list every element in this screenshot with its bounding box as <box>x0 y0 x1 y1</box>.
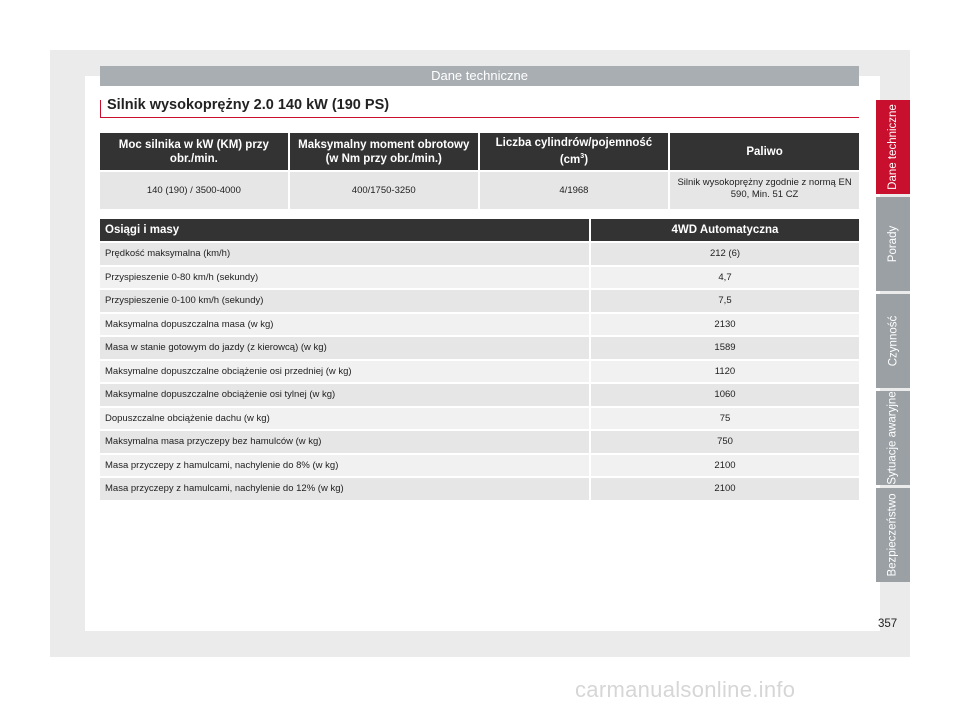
tab-porady[interactable] <box>876 197 910 291</box>
row-value: 1060 <box>591 384 859 406</box>
engine-cell-power: 140 (190) / 3500-4000 <box>100 172 288 209</box>
table-row <box>100 243 859 265</box>
table-row <box>100 455 859 477</box>
tab-label: Czynność <box>887 315 899 367</box>
performance-table-header <box>100 219 859 241</box>
row-label: Przyspieszenie 0-80 km/h (sekundy) <box>100 267 589 289</box>
row-value: 1589 <box>591 337 859 359</box>
row-label: Maksymalna masa przyczepy bez hamulców (w kg) <box>100 431 589 453</box>
table-row <box>100 337 859 359</box>
row-label: Maksymalne dopuszczalne obciążenie osi przedniej (w kg) <box>100 361 589 383</box>
tab-bezpieczenstwo[interactable] <box>876 488 910 582</box>
row-value: 2100 <box>591 478 859 500</box>
row-value: 2100 <box>591 455 859 477</box>
performance-header-label: Osiągi i masy <box>100 219 589 241</box>
engine-table <box>98 131 861 211</box>
tab-label: Sytuacje awaryjne <box>887 391 900 485</box>
page-number: 357 <box>878 618 898 630</box>
row-label: Dopuszczalne obciążenie dachu (w kg) <box>100 408 589 430</box>
row-label: Maksymalna dopuszczalna masa (w kg) <box>100 314 589 336</box>
table-row <box>100 314 859 336</box>
engine-header-torque: Maksymalny moment obrotowy (w Nm przy obr./min.) <box>290 133 478 170</box>
chapter-header: Dane techniczne <box>100 66 859 86</box>
engine-cell-cylinders: 4/1968 <box>480 172 668 209</box>
table-row <box>100 478 859 500</box>
row-label: Masa w stanie gotowym do jazdy (z kierowcą) (w kg) <box>100 337 589 359</box>
engine-cell-fuel: Silnik wysokoprężny zgodnie z normą EN 590, Min. 51 CZ <box>670 172 859 209</box>
row-value: 75 <box>591 408 859 430</box>
tab-dane-techniczne[interactable] <box>876 100 910 194</box>
watermark: carmanualsonline.info <box>575 677 796 702</box>
engine-header-fuel: Paliwo <box>670 133 859 170</box>
row-label: Przyspieszenie 0-100 km/h (sekundy) <box>100 290 589 312</box>
engine-table-row <box>100 172 859 209</box>
table-row <box>100 384 859 406</box>
row-value: 212 (6) <box>591 243 859 265</box>
title-accent-mark <box>100 100 101 117</box>
tab-label: Porady <box>887 225 899 263</box>
row-value: 7,5 <box>591 290 859 312</box>
table-row <box>100 267 859 289</box>
table-row <box>100 290 859 312</box>
engine-header-power: Moc silnika w kW (KM) przy obr./min. <box>100 133 288 170</box>
row-label: Masa przyczepy z hamulcami, nachylenie do 12% (w kg) <box>100 478 589 500</box>
row-value: 2130 <box>591 314 859 336</box>
engine-table-header <box>100 133 859 170</box>
table-row <box>100 361 859 383</box>
row-label: Masa przyczepy z hamulcami, nachylenie do 8% (w kg) <box>100 455 589 477</box>
row-value: 750 <box>591 431 859 453</box>
row-label: Maksymalne dopuszczalne obciążenie osi tylnej (w kg) <box>100 384 589 406</box>
performance-header-value: 4WD Automatyczna <box>591 219 859 241</box>
engine-header-cylinders: Liczba cylindrów/pojemność $(cm^3)$ <box>480 133 668 170</box>
performance-table <box>98 217 861 502</box>
tab-label: Bezpieczeństwo <box>887 493 900 577</box>
row-value: 1120 <box>591 361 859 383</box>
table-row <box>100 431 859 453</box>
row-label: Prędkość maksymalna (km/h) <box>100 243 589 265</box>
tab-label: Dane techniczne <box>887 104 900 190</box>
title-underline <box>100 117 859 118</box>
row-value: 4,7 <box>591 267 859 289</box>
section-title: Silnik wysokoprężny 2.0 140 kW (190 PS) <box>107 97 390 113</box>
tab-sytuacje-awaryjne[interactable] <box>876 391 910 485</box>
engine-cell-torque: 400/1750-3250 <box>290 172 478 209</box>
table-row <box>100 408 859 430</box>
tab-czynnosc[interactable] <box>876 294 910 388</box>
